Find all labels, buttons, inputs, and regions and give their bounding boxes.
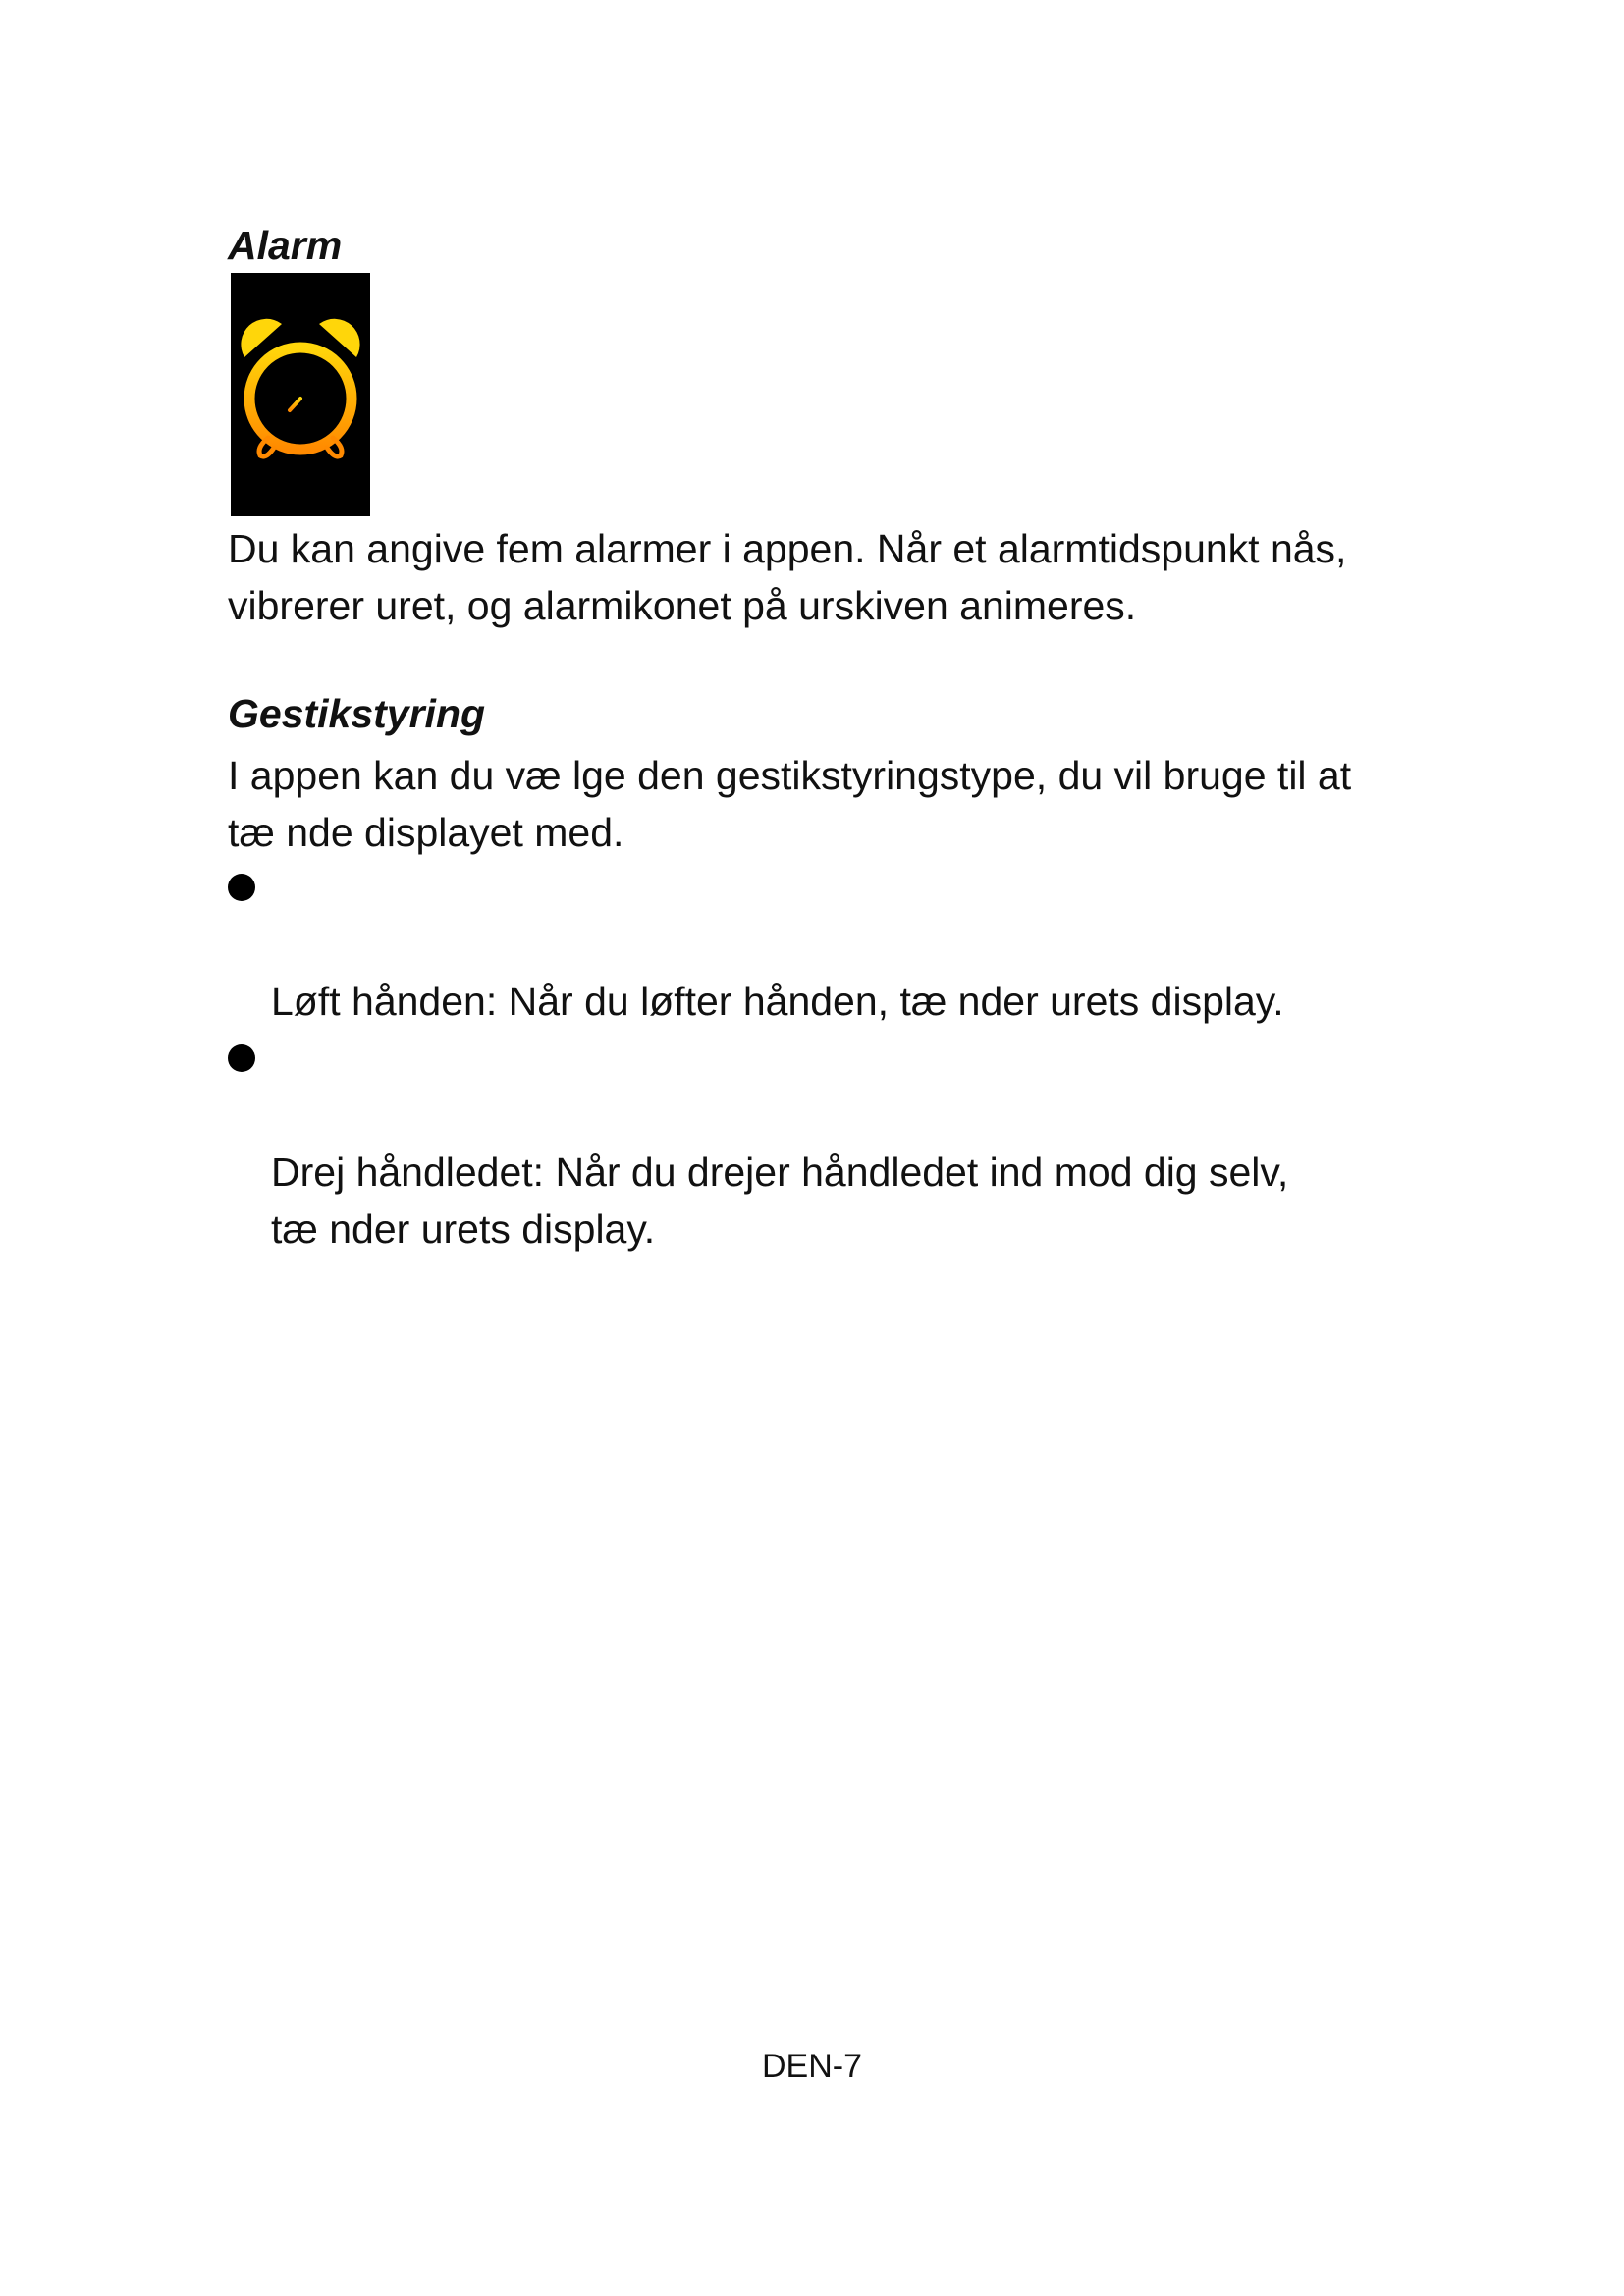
gesture-description: I appen kan du væ lge den gestikstyringstype, du vil bruge til at tæ nde displayet med. (228, 753, 1352, 855)
alarm-heading: Alarm (228, 223, 343, 268)
bullet-text: Drej håndledet: Når du drejer håndledet ind mod dig selv, tæ nder urets display. (271, 1149, 1289, 1252)
bullet-icon (228, 874, 255, 901)
gesture-options-list (228, 859, 1485, 1257)
page-number: DEN-7 (761, 2048, 863, 2085)
gesture-heading: Gestikstyring (228, 691, 486, 736)
bullet-icon (228, 1044, 255, 1072)
alarm-clock-icon (231, 273, 370, 516)
list-item (228, 1030, 1485, 1257)
alarm-description: Du kan angive fem alarmer i appen. Når et alarmtidspunkt nås, vibrerer uret, og alarmikonet på urskiven animeres. (228, 526, 1347, 628)
list-item (228, 859, 1485, 1030)
bullet-text: Løft hånden: Når du løfter hånden, tæ nder urets display. (271, 979, 1284, 1024)
